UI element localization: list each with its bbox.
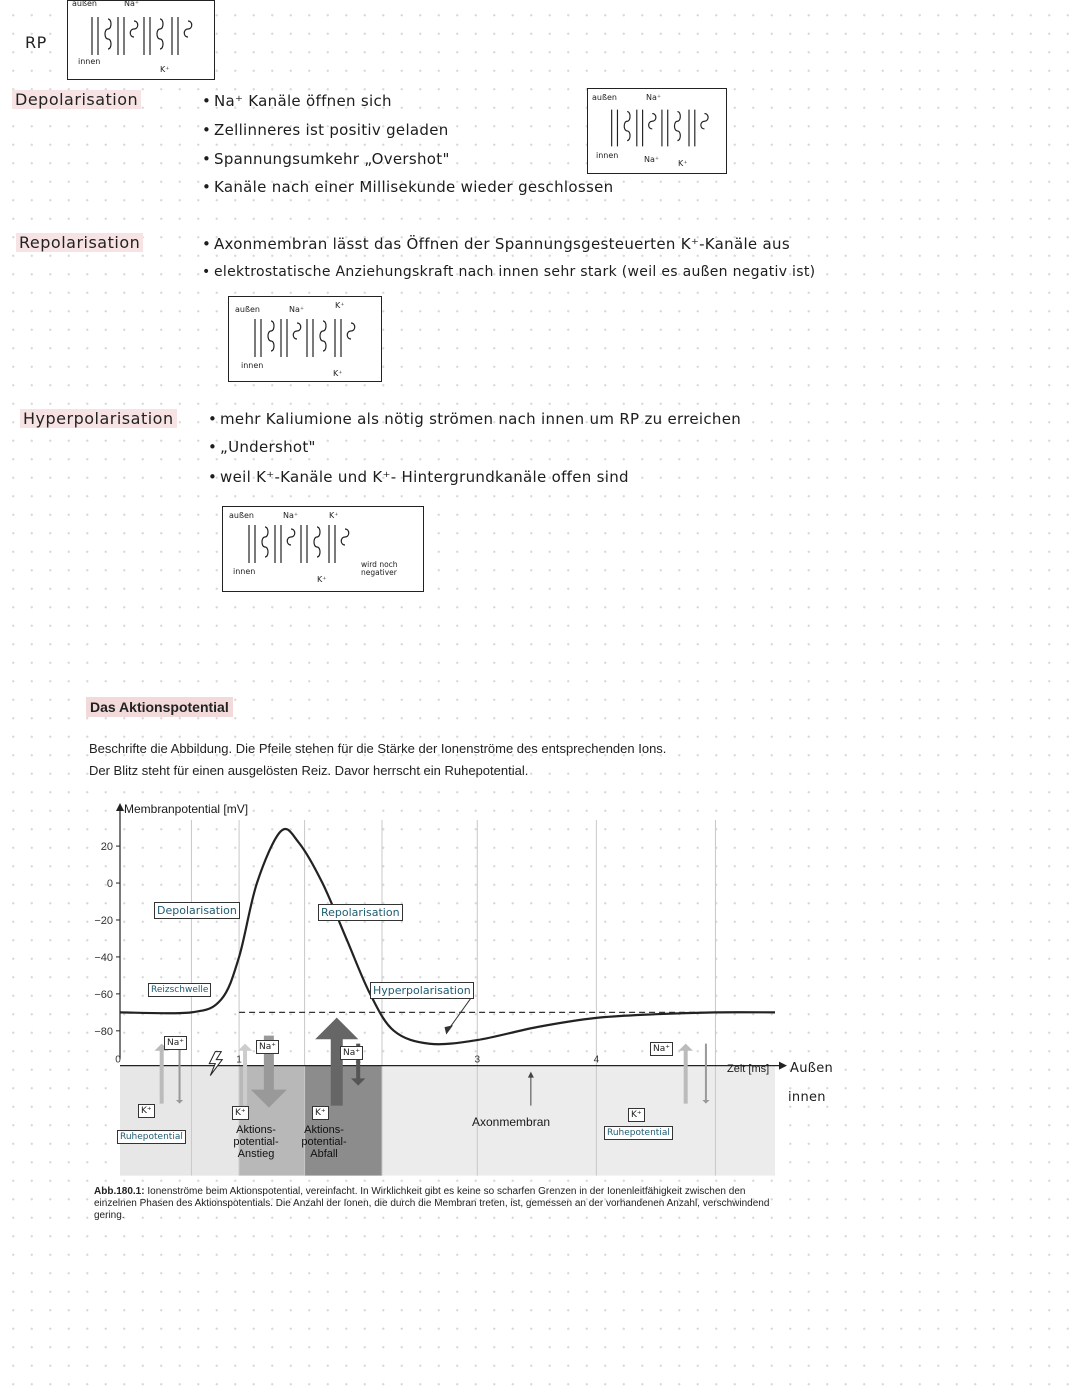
annotation-hyperpolarisation: Hyperpolarisation — [370, 982, 474, 999]
membrane-diagram-depolarisation — [587, 88, 727, 174]
band-ruhe-right — [382, 1066, 775, 1176]
x-tick-label-4: 4 — [593, 1054, 600, 1066]
diagram-aussen-label: außen — [229, 511, 255, 520]
x-tick-label-1: 1 — [236, 1054, 242, 1066]
membrane-diagram-hyperpolarisation — [222, 506, 424, 592]
membrane-diagram-rp — [67, 0, 215, 80]
hyperpolarisation-note-1: • mehr Kaliumione als nötig strömen nach innen um RP zu erreichen — [220, 410, 741, 428]
ion-k-1: K⁺ — [138, 1104, 155, 1118]
depolarisation-note-2: • Zellinneres ist positiv geladen — [214, 121, 449, 139]
annotation-repolarisation: Repolarisation — [318, 904, 403, 921]
axonmembran-label: Axonmembran — [472, 1115, 551, 1129]
phase-abfall-line3: Abfall — [310, 1148, 338, 1160]
action-potential-curve — [120, 829, 775, 1044]
diagram-k-label: K⁺ — [329, 511, 339, 520]
y-tick-label-5: −80 — [94, 1025, 113, 1038]
ion-k-2: K⁺ — [232, 1106, 249, 1120]
depolarisation-note-1: • Na⁺ Kanäle öffnen sich — [214, 92, 392, 110]
phase-anstieg-line2: potential- — [233, 1136, 279, 1148]
diagram-aussen-label: außen — [235, 305, 261, 314]
caption-text: Ionenströme beim Aktionspotential, vereinfacht. In Wirklichkeit gibt es keine so scharfen Grenzen in der Ionenleitfähigkeit zwischen den einzelnen Phasen des Aktionspotentials. Die Anzahl der Ionen, die durch die Membran treten, ist, gemessen an der vorhandenen Anzahl, verschwindend gering. — [94, 1186, 770, 1221]
ion-na-4: Na⁺ — [650, 1042, 673, 1056]
label-depolarisation: Depolarisation — [12, 90, 141, 109]
phase-anstieg-label — [226, 1124, 286, 1160]
book-instruction-2: Der Blitz steht für einen ausgelösten Reiz. Davor herrscht ein Ruhepotential. — [89, 763, 529, 778]
ion-k-3: K⁺ — [312, 1106, 329, 1120]
diagram-na-label: Na⁺ — [124, 0, 140, 8]
hyperpolarisation-note-2: • „Undershot" — [220, 438, 316, 456]
diagram-na-label: Na⁺ — [644, 155, 660, 164]
chart-xlabel: Zeit [ms] — [727, 1063, 770, 1075]
diagram-innen-label: innen — [78, 57, 101, 66]
ion-k-4: K⁺ — [628, 1108, 645, 1122]
x-tick-label-3: 3 — [474, 1054, 481, 1066]
phase-abfall-label — [294, 1124, 354, 1160]
y-tick-label-1: 0 — [106, 878, 113, 891]
annotation-depolarisation: Depolarisation — [154, 902, 240, 919]
innen-side-label: innen — [788, 1090, 826, 1105]
phase-anstieg-line1: Aktions- — [236, 1124, 276, 1136]
caption-label: Abb.180.1: — [94, 1186, 145, 1197]
diagram-k-label: K⁺ — [335, 301, 345, 310]
y-tick-label-2: −20 — [94, 914, 113, 927]
membrane-channels-icon — [602, 105, 718, 151]
annotation-ruhepotential-left: Ruhepotential — [117, 1130, 186, 1144]
membrane-channels-icon — [245, 315, 365, 361]
diagram-na-label: Na⁺ — [283, 511, 299, 520]
phase-abfall-line1: Aktions- — [304, 1124, 344, 1136]
ion-na-2: Na⁺ — [256, 1040, 279, 1054]
diagram-na-label: Na⁺ — [646, 93, 662, 102]
label-rp: RP — [25, 33, 47, 52]
diagram-innen-label: innen — [241, 361, 264, 370]
membrane-channels-icon — [239, 521, 359, 567]
phase-abfall-line2: potential- — [301, 1136, 347, 1148]
diagram-aussen-label: außen — [72, 0, 98, 8]
hyperpolarisation-note-3: • weil K⁺-Kanäle und K⁺- Hintergrundkanäle offen sind — [220, 468, 629, 486]
y-tick-label-4: −60 — [94, 988, 113, 1001]
membrane-diagram-repolarisation — [228, 296, 382, 382]
repolarisation-note-1: • Axonmembran lässt das Öffnen der Spannungsgesteuerten K⁺-Kanäle aus — [214, 235, 790, 253]
x-tick-label-0: 0 — [115, 1054, 121, 1066]
y-tick-label-0: 20 — [100, 841, 113, 854]
diagram-k-label: K⁺ — [160, 65, 170, 74]
diagram-negativ-note: wird noch negativer — [361, 560, 398, 577]
label-hyperpolarisation: Hyperpolarisation — [20, 409, 177, 428]
book-instruction-1: Beschrifte die Abbildung. Die Pfeile stehen für die Stärke der Ionenströme des entsprechenden Ions. — [89, 741, 667, 756]
membrane-channels-icon — [82, 13, 202, 59]
depolarisation-note-3: • Spannungsumkehr „Overshot" — [214, 150, 450, 168]
diagram-na-label: Na⁺ — [289, 305, 305, 314]
ion-na-1: Na⁺ — [164, 1036, 187, 1050]
diagram-k-label: K⁺ — [317, 575, 327, 584]
ion-na-3: Na⁺ — [340, 1046, 363, 1060]
annotation-reizschwelle: Reizschwelle — [148, 983, 211, 997]
y-tick-label-3: −40 — [94, 951, 113, 964]
y-axis-arrow — [116, 803, 124, 811]
aussen-side-label: Außen — [790, 1061, 834, 1076]
depolarisation-note-4: • Kanäle nach einer Millisekunde wieder geschlossen — [214, 178, 613, 196]
book-title: Das Aktionspotential — [86, 697, 233, 717]
diagram-k-label: K⁺ — [333, 369, 343, 378]
diagram-k-label: K⁺ — [678, 159, 688, 168]
label-repolarisation: Repolarisation — [16, 233, 143, 252]
figure-caption — [94, 1186, 784, 1222]
diagram-aussen-label: außen — [592, 93, 618, 102]
diagram-innen-label: innen — [596, 151, 619, 160]
annotation-ruhepotential-right: Ruhepotential — [604, 1126, 673, 1140]
repolarisation-note-2: • elektrostatische Anziehungskraft nach innen sehr stark (weil es außen negativ ist) — [214, 264, 815, 280]
diagram-innen-label: innen — [233, 567, 256, 576]
x-axis-arrow — [779, 1062, 787, 1070]
chart-ylabel: Membranpotential [mV] — [124, 802, 249, 816]
phase-anstieg-line3: Anstieg — [237, 1148, 275, 1160]
hyperpol-pointer-head — [445, 1025, 454, 1034]
